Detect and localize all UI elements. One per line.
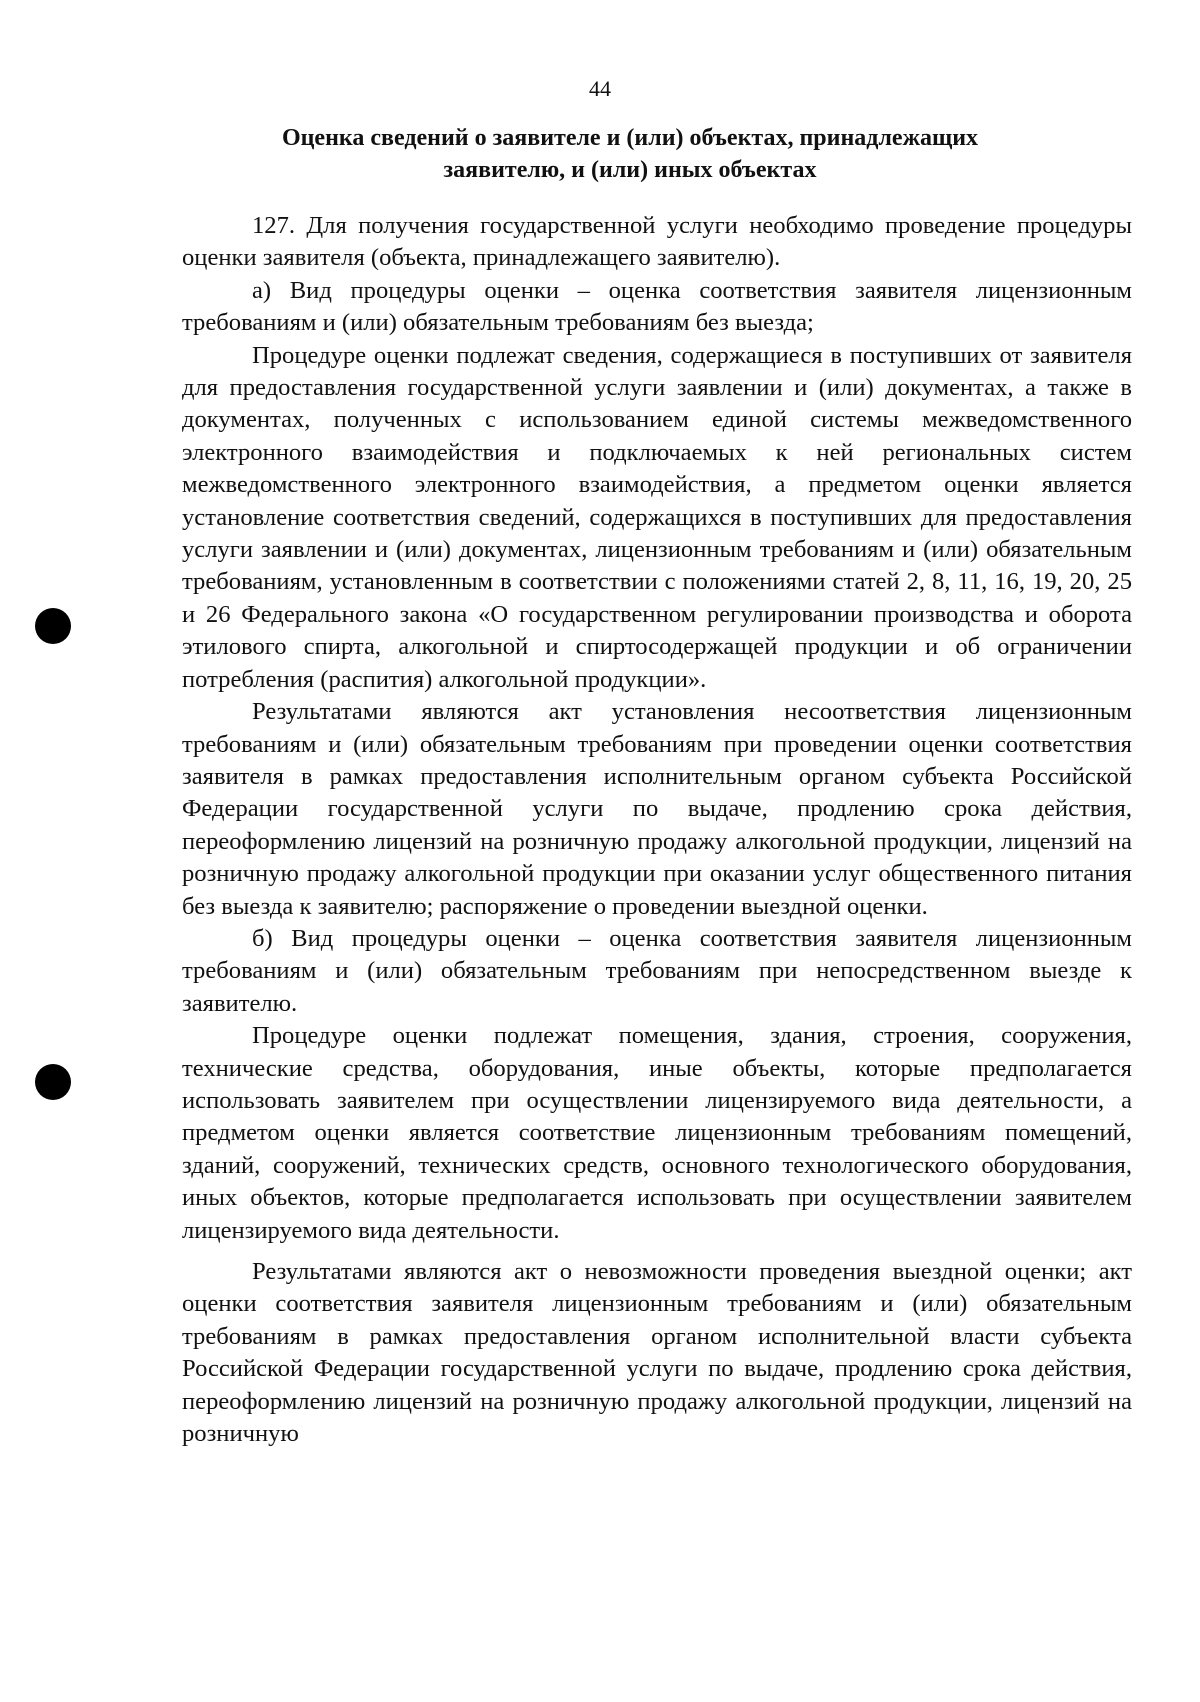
paragraph-procedure-a-results: Результатами являются акт установления несоответствия лицензионным требованиям и (или) обязательным требованиям при проведении оценки соответствия заявителя в рамках предоставления исполнительным органом субъекта Российской Федерации государственной услуги по выдаче, продлению срока действия, переоформлению лицензий на розничную продажу алкогольной продукции, лицензий на розничную продажу алкогольной продукции при оказании услуг общественного питания без выезда к заявителю; распоряжение о проведении выездной оценки.	[182, 698, 1132, 920]
paragraph-procedure-b-results: Результатами являются акт о невозможности проведения выездной оценки; акт оценки соответствия заявителя лицензионным требованиям и (или) обязательным требованиям в рамках предоставления органом исполнительной власти субъекта Российской Федерации государственной услуги по выдаче, продлению срока действия, переоформлению лицензий на розничную продажу алкогольной продукции, лицензий на розничную	[182, 1258, 1132, 1448]
paragraph-127: 127. Для получения государственной услуги необходимо проведение процедуры оценки заявителя (объекта, принадлежащего заявителю).	[182, 212, 1132, 272]
body-text	[182, 210, 1132, 1450]
section-title	[200, 122, 1060, 186]
paragraph-procedure-b-subject: Процедуре оценки подлежат помещения, здания, строения, сооружения, технические средства, оборудования, иные объекты, которые предполагается использовать заявителем при осуществлении лицензируемого вида деятельности, а предметом оценки является соответствие лицензионным требованиям помещений, зданий, сооружений, технических средств, основного технологического оборудования, иных объектов, которые предполагается использовать при осуществлении заявителем лицензируемого вида деятельности.	[182, 1022, 1132, 1244]
section-title-line-1: Оценка сведений о заявителе и (или) объектах, принадлежащих	[281, 125, 979, 151]
paragraph-procedure-a: а) Вид процедуры оценки – оценка соответствия заявителя лицензионным требованиям и (или) обязательным требованиям без выезда;	[182, 276, 1132, 337]
paragraph-procedure-a-subject: Процедуре оценки подлежат сведения, содержащиеся в поступивших от заявителя для предоставления государственной услуги заявлении и (или) документах, а также в документах, полученных с использованием единой системы межведомственного электронного взаимодействия и подключаемых к ней региональных систем межведомственного электронного взаимодействия, а предметом оценки является установление соответствия сведений, содержащихся в поступивших для предоставления услуги заявлении и (или) документах, лицензионным требованиям и (или) обязательным требованиям, установленным в соответствии с положениями статей 2, 8, 11, 16, 19, 20, 25 и 26 Федерального закона «О государственном регулировании производства и оборота этилового спирта, алкогольной и спиртосодержащей продукции и об ограничении потребления (распития) алкогольной продукции».	[182, 341, 1132, 693]
punch-hole-mark	[35, 1064, 71, 1100]
paragraph-procedure-b: б) Вид процедуры оценки – оценка соответствия заявителя лицензионным требованиям и (или) обязательным требованиям при непосредственном выезде к заявителю.	[182, 924, 1132, 1017]
page-number: 44	[589, 76, 611, 101]
punch-hole-mark	[35, 608, 71, 644]
section-title-line-2: заявителю, и (или) иных объектах	[443, 157, 817, 183]
